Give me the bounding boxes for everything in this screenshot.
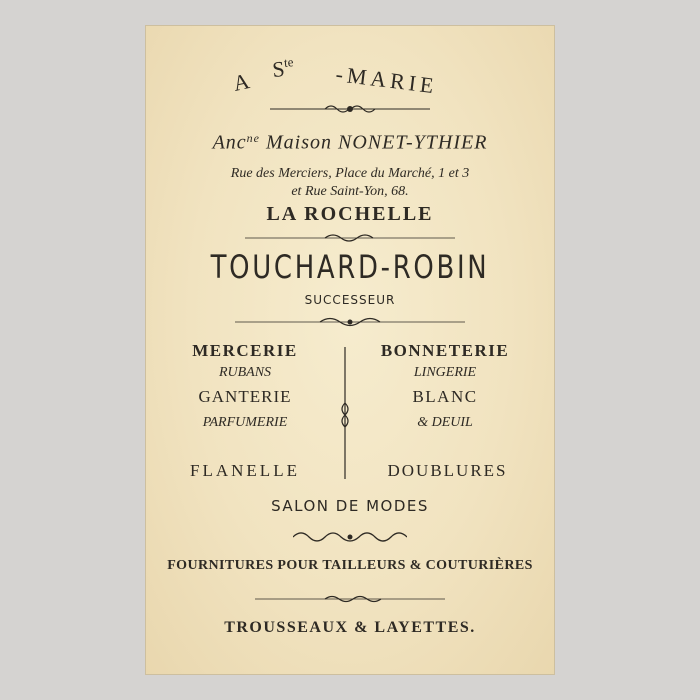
ornament-rule-3 bbox=[235, 316, 465, 328]
right-item-lingerie: LINGERIE bbox=[413, 365, 477, 380]
address-line-1: Rue des Merciers, Place du Marché, 1 et 3 bbox=[230, 166, 470, 181]
salon-de-modes: SALON DE MODES bbox=[271, 497, 429, 515]
header-a: A bbox=[230, 67, 254, 96]
ornament-rule-5 bbox=[255, 594, 445, 604]
right-item-deuil: & DEUIL bbox=[417, 415, 473, 430]
city: LA ROCHELLE bbox=[266, 203, 434, 225]
left-item-ganterie: GANTERIE bbox=[198, 387, 292, 406]
ornament-rule-1 bbox=[270, 103, 430, 115]
address-line-2: et Rue Saint-Yon, 68. bbox=[291, 184, 409, 199]
left-item-flanelle: FLANELLE bbox=[190, 461, 300, 480]
header-arch bbox=[145, 25, 555, 135]
right-item-doublures: DOUBLURES bbox=[387, 461, 508, 480]
left-item-mercerie: MERCERIE bbox=[192, 341, 298, 360]
trousseaux-layettes: TROUSSEAUX & LAYETTES. bbox=[224, 619, 476, 636]
header-st: $S^{te}$ bbox=[271, 54, 295, 82]
right-item-bonneterie: BONNETERIE bbox=[380, 341, 510, 360]
ancienne-maison: Anc$^{ne}$ Maison NONET-YTHIER bbox=[212, 131, 488, 154]
ornament-rule-2 bbox=[245, 233, 455, 243]
left-item-rubans: RUBANS bbox=[218, 365, 272, 380]
merchant-name: TOUCHARD-ROBIN bbox=[210, 248, 490, 286]
header-marie: -MARIE bbox=[334, 61, 439, 99]
left-item-parfumerie: PARFUMERIE bbox=[202, 415, 288, 430]
trade-card bbox=[145, 25, 555, 675]
ornament-rule-4 bbox=[293, 530, 407, 544]
right-item-blanc: BLANC bbox=[412, 387, 478, 406]
column-divider bbox=[338, 347, 352, 479]
successor: SUCCESSEUR bbox=[304, 293, 396, 307]
fournitures: FOURNITURES POUR TAILLEURS & COUTURIÈRES bbox=[167, 558, 533, 573]
